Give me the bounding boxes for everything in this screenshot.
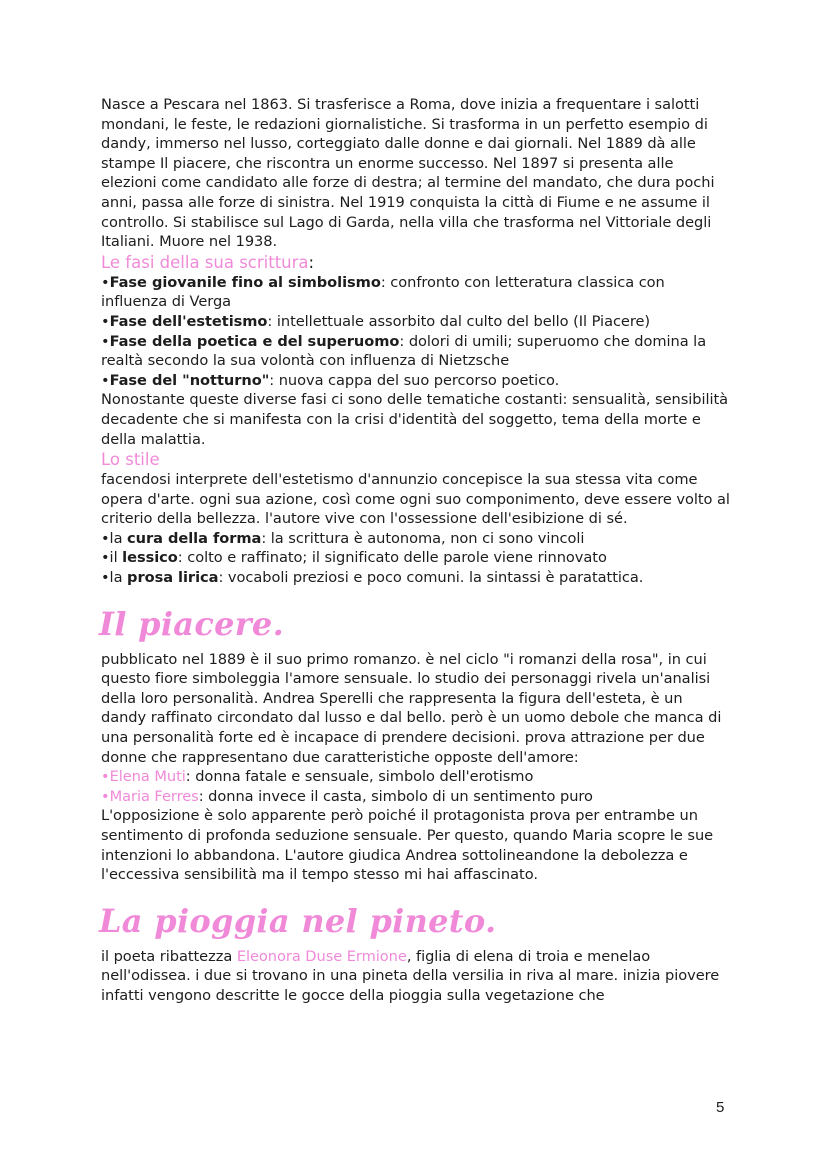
bullet: • (101, 312, 110, 330)
fasi-item-4-text: : nuova cappa del suo percorso poetico. (269, 371, 560, 389)
piacere-item-2 (101, 787, 731, 807)
stile-item-1-text: : la scrittura è autonoma, non ci sono vincoli (261, 529, 585, 547)
pioggia-paragraph (101, 947, 731, 1006)
fasi-item-3-label: Fase della poetica e del superuomo (109, 332, 400, 350)
fasi-item-2-label: Fase dell'estetismo (109, 312, 268, 330)
fasi-heading-text: Le fasi della sua scrittura (101, 252, 309, 272)
stile-heading: Lo stile (101, 450, 160, 470)
piacere-item-2-text: : donna invece il casta, simbolo di un sentimento puro (198, 787, 593, 805)
fasi-item-4 (101, 371, 731, 391)
pioggia-title: La pioggia nel pineto. (99, 901, 497, 940)
character-name-eleonora: Eleonora Duse Ermione (236, 947, 407, 965)
stile-item-1-label: cura della forma (127, 529, 262, 547)
piacere-item-1 (101, 767, 731, 787)
piacere-title: Il piacere. (99, 604, 285, 643)
fasi-item-4-label: Fase del "notturno" (109, 371, 270, 389)
bio-paragraph: Nasce a Pescara nel 1863. Si trasferisce a Roma, dove inizia a frequentare i salotti mondani, le feste, le redazioni giornalistiche. Si trasforma in un perfetto esempio di dandy, immerso nel lusso, corteggiato dalle donne e dai giornali. Nel 1889 dà alle stampe Il piacere, che riscontra un enorme successo. Nel 1897 si presenta alle elezioni come candidato alle forze di destra; al termine del mandato, che dura pochi anni, passa alle forze di sinistra. Nel 1919 conquista la città di Fiume e ne assume il controllo. Si stabilisce sul Lago di Garda, nella villa che trasforma nel Vittoriale degli Italiani. Muore nel 1938. (101, 96, 715, 251)
fasi-item-1 (101, 273, 731, 312)
page-number: 5 (716, 1099, 725, 1116)
fasi-item-2 (101, 312, 731, 332)
bullet: • (101, 273, 110, 291)
bullet: • (101, 768, 110, 786)
fasi-item-3 (101, 332, 731, 371)
bullet: •la (101, 569, 128, 587)
character-name-maria: Maria Ferres (109, 787, 199, 805)
piacere-item-1-text: : donna fatale e sensuale, simbolo dell'erotismo (185, 768, 534, 786)
bullet: •la (101, 529, 128, 547)
fasi-heading (101, 253, 731, 273)
fasi-item-1-label: Fase giovanile fino al simbolismo (109, 273, 381, 291)
pioggia-text-pre: il poeta ribattezza (101, 947, 237, 965)
bullet: • (101, 787, 110, 805)
stile-item-1 (101, 529, 731, 549)
stile-item-3 (101, 568, 731, 588)
fasi-item-1-text: : confronto con letteratura classica con influenza di Verga (101, 273, 665, 311)
fasi-heading-colon: : (308, 252, 315, 272)
piacere-intro-paragraph: pubblicato nel 1889 è il suo primo romanzo. è nel ciclo "i romanzi della rosa", in cui questo fiore simboleggia l'amore sensuale. lo studio dei personaggi rivela un'analisi della loro personalità. Andrea Sperelli che rappresenta la figura dell'esteta, è un dandy raffinato circondato dal lusso e dal bello. però è un uomo debole che manca di una personalità forte ed è incapace di prendere decisioni. prova attrazione per due donne che rappresentano due caratteristiche opposte dell'amore: (101, 650, 722, 766)
fasi-item-3-text: : dolori di umili; superuomo che domina la realtà secondo la sua volontà con influenza di Nietzsche (101, 332, 707, 370)
stile-item-2-label: lessico (122, 549, 178, 567)
character-name-elena: Elena Muti (109, 768, 186, 786)
pioggia-text-post: , figlia di elena di troia e menelao nell'odissea. i due si trovano in una pineta della versilia in riva al mare. inizia piovere infatti vengono descritte le gocce della pioggia sulla vegetazione che (101, 947, 720, 1004)
fasi-closing-paragraph: Nonostante queste diverse fasi ci sono delle tematiche costanti: sensualità, sensibilità decadente che si manifesta con la crisi d'identità del soggetto, tema della morte e della malattia. (101, 391, 729, 448)
stile-item-3-text: : vocaboli preziosi e poco comuni. la sintassi è paratattica. (218, 569, 644, 587)
stile-item-3-label: prosa lirica (127, 569, 219, 587)
document-page (101, 95, 731, 1006)
bullet: • (101, 332, 110, 350)
fasi-item-2-text: : intellettuale assorbito dal culto del bello (Il Piacere) (267, 312, 651, 330)
bullet: •il (101, 549, 123, 567)
stile-intro-paragraph: facendosi interprete dell'estetismo d'annunzio concepisce la sua stessa vita come opera d'arte. ogni sua azione, così come ogni suo componimento, deve essere volto al criterio della bellezza. l'autore vive con l'ossessione dell'esibizione di sé. (101, 471, 730, 528)
stile-item-2 (101, 548, 731, 568)
piacere-closing-paragraph: L'opposizione è solo apparente però poiché il protagonista prova per entrambe un sentimento di profonda seduzione sensuale. Per questo, quando Maria scopre le sue intenzioni lo abbandona. L'autore giudica Andrea sottolineandone la debolezza e l'eccessiva sensibilità ma il tempo stesso mi hai affascinato. (101, 807, 714, 884)
stile-item-2-text: : colto e raffinato; il significato delle parole viene rinnovato (177, 549, 607, 567)
bullet: • (101, 371, 110, 389)
